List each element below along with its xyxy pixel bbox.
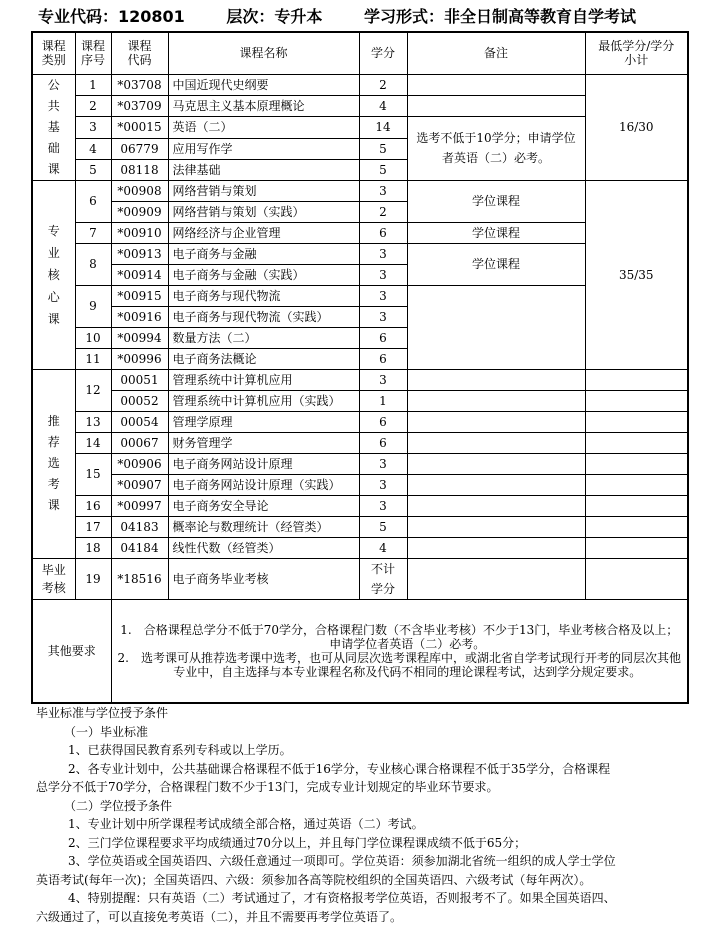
min-cell <box>585 369 688 390</box>
category-char: 基 <box>47 119 60 134</box>
category-char: 推 <box>47 414 60 428</box>
course-table <box>31 31 689 704</box>
seq-cell: 5 <box>75 159 111 180</box>
seq-cell: 17 <box>75 516 111 537</box>
category-char: 考 <box>47 477 60 491</box>
sec2-item: 3、学位英语或全国英语四、六级任意通过一项即可。学位英语：须参加湖北省统一组织的成人学士学位 <box>68 854 616 868</box>
note-cell <box>407 495 585 516</box>
code-cell: *18516 <box>111 558 168 599</box>
seq-cell: 19 <box>75 558 111 599</box>
sec1-item: 2、各专业计划中，公共基础课合格课程不低于16学分，专业核心课合格课程不低于35学分，合格课程 <box>68 761 611 776</box>
credit-cell: 5 <box>359 516 407 537</box>
note-degree: 学位课程 <box>407 243 585 285</box>
credit-cell: 6 <box>359 222 407 243</box>
category-char: 公 <box>47 77 60 92</box>
code-cell: 00052 <box>111 390 168 411</box>
category-char: 荐 <box>47 435 60 449</box>
category-char: 专 <box>47 223 60 238</box>
credit-cell: 3 <box>359 180 407 201</box>
code-cell: *00908 <box>111 180 168 201</box>
table-row <box>32 558 688 599</box>
sec2-item: 1、专业计划中所学课程考试成绩全部合格，通过英语（二）考试。 <box>68 817 424 831</box>
category-char: 选 <box>47 456 60 470</box>
requirement-item: 2. 选考课可从推荐选考课中选考，也可从同层次选考课程库中，或湖北省自学考试现行开考的同层次其他专业中，自主选择与本专业课程名称及代码不相同的理论课程考试，达到学分规定要求。 <box>117 650 681 679</box>
category-char: 课 <box>47 498 60 512</box>
note-cell <box>407 453 585 474</box>
col-note: 备注 <box>407 32 585 74</box>
category-char: 业 <box>47 245 60 260</box>
seq-cell: 12 <box>75 369 111 411</box>
credit-cell: 5 <box>359 159 407 180</box>
name-cell: 电子商务法概论 <box>168 348 359 369</box>
note-public: 选考不低于10学分；申请学位者英语（二）必考。 <box>407 116 585 180</box>
min-cell <box>585 537 688 558</box>
seq-cell: 6 <box>75 180 111 222</box>
seq-cell: 14 <box>75 432 111 453</box>
header-row <box>32 32 688 74</box>
footer-section <box>36 704 676 926</box>
level: 层次：专升本 <box>226 7 323 26</box>
code-cell: *00997 <box>111 495 168 516</box>
table-row <box>32 495 688 516</box>
study-form: 学习形式：非全日制高等教育自学考试 <box>363 7 636 26</box>
min-cell <box>585 432 688 453</box>
note-cell <box>407 369 585 390</box>
credit-cell: 3 <box>359 243 407 264</box>
credit-cell: 2 <box>359 74 407 95</box>
seq-cell: 11 <box>75 348 111 369</box>
code-cell: 00054 <box>111 411 168 432</box>
name-cell: 电子商务网站设计原理 <box>168 453 359 474</box>
credit-cell: 6 <box>359 327 407 348</box>
note-degree: 学位课程 <box>407 222 585 243</box>
credit-cell: 3 <box>359 453 407 474</box>
table-row <box>32 599 688 703</box>
note-cell <box>407 390 585 411</box>
credit-cell: 4 <box>359 95 407 116</box>
credit-cell: 3 <box>359 369 407 390</box>
min-cell <box>585 558 688 599</box>
table-row <box>32 474 688 495</box>
min-cell <box>585 390 688 411</box>
code-cell: *00996 <box>111 348 168 369</box>
seq-cell: 1 <box>75 74 111 95</box>
table-row <box>32 516 688 537</box>
credit-cell: 5 <box>359 138 407 159</box>
table-row <box>32 390 688 411</box>
seq-cell: 2 <box>75 95 111 116</box>
requirement-item: 1. 合格课程总学分不低于70学分，合格课程门数（不含毕业考核）不少于13门，毕业考核合格及以上；申请学位者英语（二）必考。 <box>120 622 679 651</box>
name-cell: 中国近现代史纲要 <box>168 74 359 95</box>
name-cell: 网络营销与策划（实践） <box>168 201 359 222</box>
note-cell <box>407 474 585 495</box>
name-cell: 马克思主义基本原理概论 <box>168 95 359 116</box>
sec1-item: 总学分不低于70学分，合格课程门数不少于13门，完成专业计划规定的毕业环节要求。 <box>36 780 499 794</box>
name-cell: 电子商务安全导论 <box>168 495 359 516</box>
name-cell: 电子商务与金融（实践） <box>168 264 359 285</box>
table-row <box>32 453 688 474</box>
code-cell: 00051 <box>111 369 168 390</box>
category-char: 核 <box>47 267 60 282</box>
category-core <box>32 180 75 369</box>
table-row <box>32 537 688 558</box>
note-cell <box>407 516 585 537</box>
note-cell <box>407 432 585 453</box>
table-row <box>32 432 688 453</box>
code-cell: 00067 <box>111 432 168 453</box>
code-cell: *00906 <box>111 453 168 474</box>
code-cell: 08118 <box>111 159 168 180</box>
code-cell: 04183 <box>111 516 168 537</box>
note-cell <box>407 285 585 369</box>
note-cell <box>407 95 585 116</box>
min-cell <box>585 453 688 474</box>
code-cell: 06779 <box>111 138 168 159</box>
category-char: 课 <box>47 161 60 176</box>
name-cell: 电子商务与现代物流（实践） <box>168 306 359 327</box>
sec2-title: （二）学位授予条件 <box>64 798 173 813</box>
note-cell <box>407 411 585 432</box>
sec2-item: 2、三门学位课程要求平均成绩通过70分以上，并且每门学位课程课成绩不低于65分； <box>68 835 527 850</box>
min-core: 35/35 <box>585 180 688 369</box>
name-cell: 概率论与数理统计（经管类） <box>168 516 359 537</box>
sec2-item: 英语考试(每年一次)；全国英语四、六级：须参加各高等院校组织的全国英语四、六级考试（每年两次）。 <box>36 872 592 887</box>
sec1-item: 1、已获得国民教育系列专科或以上学历。 <box>68 743 292 757</box>
min-cell <box>585 495 688 516</box>
min-cell <box>585 474 688 495</box>
sec2-item: 六级通过了，可以直接免考英语（二），并且不需要再考学位英语了。 <box>36 909 403 924</box>
name-cell: 英语（二） <box>168 116 359 138</box>
col-seq: 课程序号 <box>75 32 111 74</box>
category-char: 心 <box>47 289 60 304</box>
credit-cell: 6 <box>359 348 407 369</box>
seq-cell: 9 <box>75 285 111 327</box>
code-cell: *03708 <box>111 74 168 95</box>
note-degree: 学位课程 <box>407 180 585 222</box>
name-cell: 应用写作学 <box>168 138 359 159</box>
seq-cell: 13 <box>75 411 111 432</box>
seq-cell: 8 <box>75 243 111 285</box>
category-elective <box>32 369 75 558</box>
credit-cell: 3 <box>359 306 407 327</box>
credit-cell: 3 <box>359 285 407 306</box>
credit-cell: 6 <box>359 411 407 432</box>
footer-title: 毕业标准与学位授予条件 <box>36 706 169 720</box>
seq-cell: 16 <box>75 495 111 516</box>
table-row <box>32 369 688 390</box>
page-header <box>38 4 672 27</box>
code-cell: *00913 <box>111 243 168 264</box>
code-cell: *00994 <box>111 327 168 348</box>
sec1-title: （一）毕业标准 <box>64 724 149 739</box>
code-cell: *00910 <box>111 222 168 243</box>
credit-cell: 不计学分 <box>359 558 407 599</box>
code-cell: *03709 <box>111 95 168 116</box>
name-cell: 网络营销与策划 <box>168 180 359 201</box>
min-cell <box>585 516 688 537</box>
col-category: 课程类别 <box>32 32 75 74</box>
note-cell <box>407 558 585 599</box>
seq-cell: 3 <box>75 116 111 138</box>
code-cell: *00914 <box>111 264 168 285</box>
credit-cell: 2 <box>359 201 407 222</box>
name-cell: 线性代数（经管类） <box>168 537 359 558</box>
seq-cell: 18 <box>75 537 111 558</box>
credit-cell: 1 <box>359 390 407 411</box>
seq-cell: 15 <box>75 453 111 495</box>
code-cell: 04184 <box>111 537 168 558</box>
category-char: 础 <box>47 140 60 155</box>
seq-cell: 4 <box>75 138 111 159</box>
code-cell: *00916 <box>111 306 168 327</box>
code-cell: *00015 <box>111 116 168 138</box>
credit-cell: 3 <box>359 264 407 285</box>
credit-cell: 3 <box>359 495 407 516</box>
name-cell: 电子商务与金融 <box>168 243 359 264</box>
col-credit: 学分 <box>359 32 407 74</box>
code-cell: *00909 <box>111 201 168 222</box>
credit-cell: 14 <box>359 116 407 138</box>
name-cell: 管理学原理 <box>168 411 359 432</box>
name-cell: 法律基础 <box>168 159 359 180</box>
name-cell: 数量方法（二） <box>168 327 359 348</box>
category-char: 共 <box>47 98 60 113</box>
credit-cell: 3 <box>359 474 407 495</box>
other-requirements <box>111 599 688 703</box>
category-char: 课 <box>47 311 60 326</box>
seq-cell: 10 <box>75 327 111 348</box>
major-code: 专业代码：120801 <box>38 7 185 26</box>
name-cell: 网络经济与企业管理 <box>168 222 359 243</box>
other-label: 其他要求 <box>32 599 111 703</box>
name-cell: 电子商务网站设计原理（实践） <box>168 474 359 495</box>
credit-cell: 4 <box>359 537 407 558</box>
name-cell: 电子商务毕业考核 <box>168 558 359 599</box>
sec2-item: 4、特别提醒：只有英语（二）考试通过了，才有资格报考学位英语，否则报考不了。如果全国英语四、 <box>68 891 616 905</box>
credit-cell: 6 <box>359 432 407 453</box>
table-row <box>32 180 688 201</box>
table-row <box>32 74 688 95</box>
category-public <box>32 74 75 180</box>
name-cell: 财务管理学 <box>168 432 359 453</box>
seq-cell: 7 <box>75 222 111 243</box>
col-code: 课程代码 <box>111 32 168 74</box>
note-cell <box>407 74 585 95</box>
min-cell <box>585 411 688 432</box>
name-cell: 管理系统中计算机应用 <box>168 369 359 390</box>
category-grad: 毕业考核 <box>32 558 75 599</box>
col-min: 最低学分/学分小计 <box>585 32 688 74</box>
note-cell <box>407 537 585 558</box>
name-cell: 管理系统中计算机应用（实践） <box>168 390 359 411</box>
code-cell: *00915 <box>111 285 168 306</box>
min-public: 16/30 <box>585 74 688 180</box>
col-name: 课程名称 <box>168 32 359 74</box>
code-cell: *00907 <box>111 474 168 495</box>
name-cell: 电子商务与现代物流 <box>168 285 359 306</box>
table-row <box>32 411 688 432</box>
